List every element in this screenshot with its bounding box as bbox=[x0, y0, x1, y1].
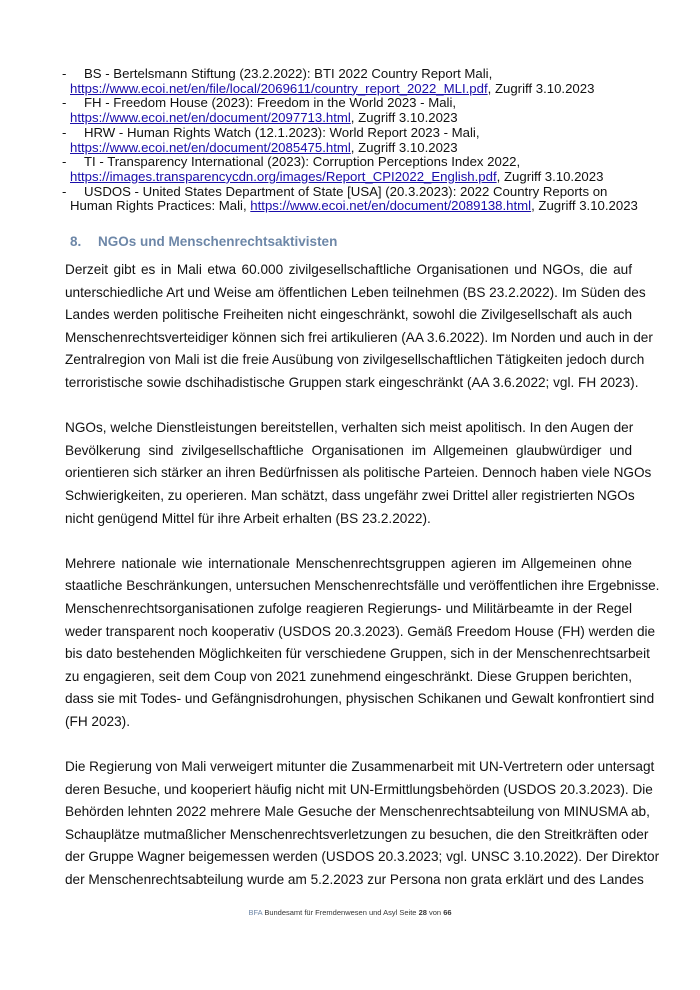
reference-item bbox=[62, 126, 652, 155]
bullet-dash: - bbox=[62, 95, 67, 111]
bullet-dash: - bbox=[62, 124, 67, 140]
paragraph-gap bbox=[65, 733, 632, 756]
text-line: deren Besuche, und kooperiert häufig nicht mit UN-Ermittlungsbehörden (USDOS 20.3.2023). Die bbox=[65, 781, 653, 797]
reference-item bbox=[62, 185, 652, 214]
reference-link[interactable]: https://www.ecoi.net/en/file/local/2069611/country_report_2022_MLI.pdf bbox=[70, 80, 488, 96]
text-line: Behörden lehnten 2022 mehrere Male Gesuche der Menschenrechtsabteilung von MINUSMA ab, bbox=[65, 804, 650, 820]
reference-title: HRW - Human Rights Watch (12.1.2023): World Report 2023 - Mali, bbox=[84, 124, 480, 140]
reference-accessed: , Zugriff 3.10.2023 bbox=[496, 168, 604, 184]
paragraph bbox=[65, 417, 652, 530]
bullet-dash: - bbox=[62, 66, 67, 81]
reference-accessed: , Zugriff 3.10.2023 bbox=[350, 110, 458, 126]
text-line: unterschiedliche Art und Weise am öffentlichen Leben teilnehmen (BS 23.2.2022). Im Süden des bbox=[65, 284, 646, 300]
text-line: Menschenrechtsverteidiger können sich frei artikulieren (AA 3.6.2022). Im Norden und auch in der bbox=[65, 329, 653, 345]
page-number: 28 bbox=[418, 908, 427, 917]
section-heading bbox=[70, 234, 337, 249]
text-line: Menschenrechtsorganisationen zufolge reagieren Regierungs- und Militärbeamte in der Regel bbox=[65, 600, 632, 616]
bullet-dash: - bbox=[62, 154, 67, 170]
text-line: weder transparent noch kooperativ (USDOS 20.3.2023). Gemäß Freedom House (FH) werden die bbox=[65, 623, 656, 639]
text-line: orientieren sich stärker an ihren Bedürfnissen als politische Parteien. Dennoch haben viele NGOs bbox=[65, 465, 652, 481]
reference-accessed: , Zugriff 3.10.2023 bbox=[350, 139, 458, 155]
footer-brand: BFA bbox=[248, 908, 263, 917]
text-line: bis dato bestehenden Möglichkeiten für verschiedene Gruppen, sich in der Menschenrechtsarbeit bbox=[65, 646, 650, 662]
text-line: NGOs, welche Dienstleistungen bereitstellen, verhalten sich meist apolitisch. In den Augen der bbox=[65, 420, 634, 436]
text-line: Schauplätze mutmaßlicher Menschenrechtsverletzungen zu besuchen, die den Streitkräften oder bbox=[65, 826, 649, 842]
reference-link[interactable]: https://www.ecoi.net/en/document/2097713.html bbox=[70, 110, 351, 126]
section-title: NGOs und Menschenrechtsaktivisten bbox=[98, 234, 338, 249]
page-footer bbox=[0, 908, 700, 917]
text-line: der Gruppe Wagner beigemessen werden (USDOS 20.3.2023; vgl. UNSC 3.10.2022). Der Direktor bbox=[65, 849, 660, 865]
reference-title: USDOS - United States Department of State [USA] (20.3.2023): 2022 Country Reports on bbox=[84, 183, 608, 199]
text-line: staatliche Beschränkungen, untersuchen Menschenrechtsfälle und veröffentlichen ihre Ergebnisse. bbox=[65, 578, 660, 594]
paragraph bbox=[65, 756, 660, 892]
reference-title: TI - Transparency International (2023): Corruption Perceptions Index 2022, bbox=[84, 154, 521, 170]
text-line: Derzeit gibt es in Mali etwa 60.000 zivilgesellschaftliche Organisationen und NGOs, die auf bbox=[65, 262, 632, 277]
reference-item bbox=[62, 67, 652, 96]
reference-prefix: Human Rights Practices: Mali, bbox=[70, 198, 251, 214]
footer-text: Bundesamt für Fremdenwesen und Asyl Seite bbox=[262, 908, 419, 917]
text-line: (FH 2023). bbox=[65, 713, 130, 729]
paragraph-gap bbox=[65, 395, 632, 418]
text-line: der Menschenrechtsabteilung wurde am 5.2.2023 zur Persona non grata erklärt und des Landes bbox=[65, 872, 644, 888]
paragraph bbox=[65, 259, 653, 395]
reference-link[interactable]: https://www.ecoi.net/en/document/2085475.html bbox=[70, 139, 351, 155]
text-line: dass sie mit Todes- und Gefängnisdrohungen, physischen Schikanen und Gewalt konfrontiert sind bbox=[65, 691, 655, 707]
reference-list bbox=[62, 67, 652, 214]
text-line: zu engagieren, seit dem Coup von 2021 zunehmend eingeschränkt. Diese Gruppen berichten, bbox=[65, 668, 632, 684]
reference-accessed: , Zugriff 3.10.2023 bbox=[531, 198, 638, 214]
paragraph bbox=[65, 553, 660, 734]
reference-title: BS - Bertelsmann Stiftung (23.2.2022): BTI 2022 Country Report Mali, bbox=[84, 66, 493, 81]
text-line: terroristische sowie dschihadistische Gruppen stark eingeschränkt (AA 3.6.2022; vgl. FH 2023). bbox=[65, 374, 639, 390]
reference-title: FH - Freedom House (2023): Freedom in the World 2023 - Mali, bbox=[84, 95, 457, 111]
footer-of: von bbox=[426, 908, 444, 917]
bullet-dash: - bbox=[62, 183, 67, 199]
text-line: nicht genügend Mittel für ihre Arbeit erhalten (BS 23.2.2022). bbox=[65, 510, 431, 526]
reference-link[interactable]: https://images.transparencycdn.org/images/Report_CPI2022_English.pdf bbox=[70, 168, 497, 184]
page-total: 66 bbox=[443, 908, 452, 917]
text-line: Landes werden politische Freiheiten nicht eingeschränkt, sowohl die Zivilgesellschaft als auch bbox=[65, 307, 632, 323]
reference-accessed: , Zugriff 3.10.2023 bbox=[487, 80, 595, 96]
section-number: 8. bbox=[70, 234, 82, 249]
body-text bbox=[65, 259, 660, 892]
paragraph-gap bbox=[65, 530, 632, 553]
text-line: Bevölkerung sind zivilgesellschaftliche Organisationen im Allgemeinen glaubwürdiger und bbox=[65, 442, 632, 458]
reference-item bbox=[62, 155, 652, 184]
reference-item bbox=[62, 96, 652, 125]
text-line: Zentralregion von Mali ist die freie Ausübung von zivilgesellschaftlichen Tätigkeiten jedoch durch bbox=[65, 352, 645, 368]
reference-link[interactable]: https://www.ecoi.net/en/document/2089138.html bbox=[250, 198, 532, 214]
text-line: Die Regierung von Mali verweigert mitunter die Zusammenarbeit mit UN-Vertretern oder untersagt bbox=[65, 759, 655, 775]
text-line: Mehrere nationale wie internationale Menschenrechtsgruppen agieren im Allgemeinen ohne bbox=[65, 555, 632, 571]
text-line: Schwierigkeiten, zu operieren. Man schätzt, dass ungefähr zwei Drittel aller registrierten NGOs bbox=[65, 487, 635, 503]
